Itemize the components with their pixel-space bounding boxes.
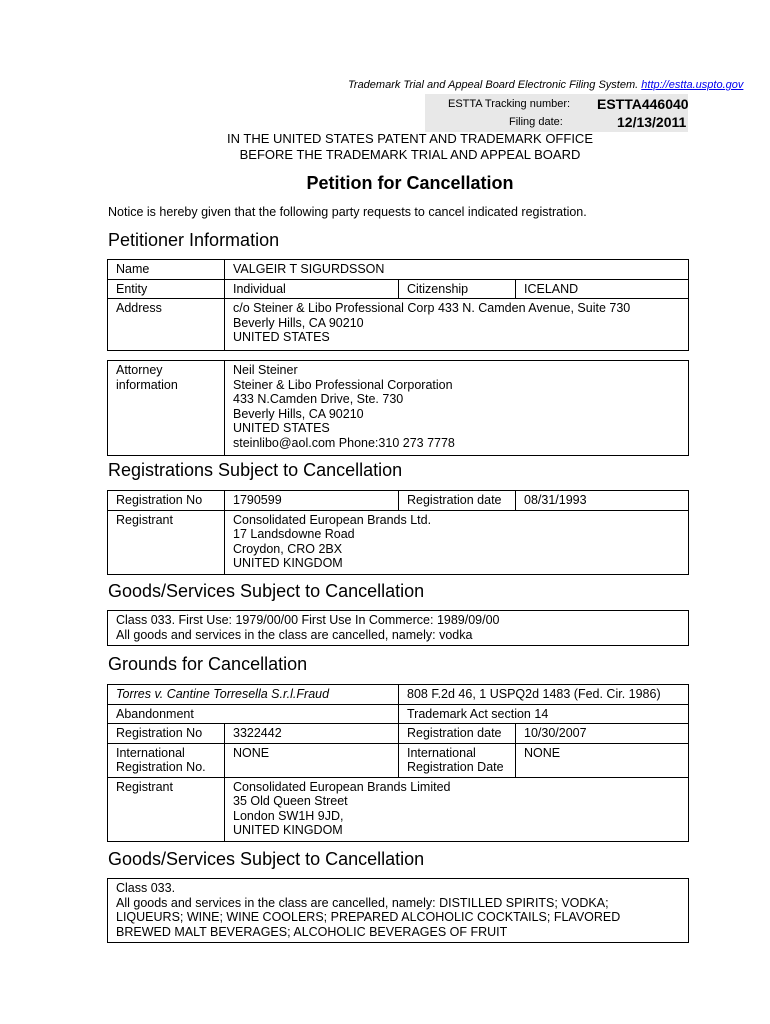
goods-heading-2: Goods/Services Subject to Cancellation	[108, 849, 425, 869]
address-label: Address	[108, 299, 225, 351]
attorney-label-line: information	[116, 377, 178, 392]
entity-value: Individual	[225, 279, 399, 299]
registrant-line: Consolidated European Brands Ltd.	[233, 512, 432, 527]
address-value	[225, 299, 689, 351]
estta-link[interactable]: http://estta.uspto.gov	[641, 79, 744, 91]
registrant-label: Registrant	[108, 510, 225, 574]
attorney-line: 433 N.Camden Drive, Ste. 730	[233, 392, 404, 406]
grounds-fraud-citation: 808 F.2d 46, 1 USPQ2d 1483 (Fed. Cir. 1986)	[399, 685, 689, 705]
attorney-label	[108, 361, 225, 456]
intl-reg-date-label-line: International	[407, 745, 476, 760]
goods-table-1	[107, 610, 689, 646]
grounds-registrant-line: London SW1H 9JD,	[233, 808, 344, 823]
attorney-line: Steiner & Libo Professional Corporation	[233, 377, 453, 392]
filing-date-box	[425, 112, 688, 132]
intl-reg-date-value: NONE	[516, 743, 689, 777]
goods-line: All goods and services in the class are cancelled, namely: vodka	[116, 627, 473, 642]
intl-reg-date-label	[399, 743, 516, 777]
office-line-2: BEFORE THE TRADEMARK TRIAL AND APPEAL BOARD	[239, 147, 581, 162]
goods-line: LIQUEURS; WINE; WINE COOLERS; PREPARED ALCOHOLIC COCKTAILS; FLAVORED	[116, 910, 621, 924]
notice-text: Notice is hereby given that the following party requests to cancel indicated registration.	[108, 205, 587, 219]
grounds-reg-no-label: Registration No	[108, 724, 225, 744]
goods-line: BREWED MALT BEVERAGES; ALCOHOLIC BEVERAGES OF FRUIT	[116, 924, 508, 939]
name-label: Name	[108, 260, 225, 280]
attorney-label-line: Attorney	[116, 363, 163, 377]
petitioner-heading: Petitioner Information	[108, 230, 280, 250]
goods-value-1	[108, 611, 689, 646]
registrant-value	[225, 510, 689, 574]
office-line-1: IN THE UNITED STATES PATENT AND TRADEMARK OFFICE	[227, 131, 593, 146]
grounds-reg-date-value: 10/30/2007	[516, 724, 689, 744]
grounds-abandonment-citation: Trademark Act section 14	[399, 704, 689, 724]
entity-label: Entity	[108, 279, 225, 299]
grounds-table	[107, 684, 689, 842]
grounds-fraud-case: Torres v. Cantine Torresella S.r.l.Fraud	[108, 685, 399, 705]
tracking-number-box	[425, 94, 688, 114]
grounds-reg-no-value: 3322442	[225, 724, 399, 744]
goods-line: All goods and services in the class are cancelled, namely: DISTILLED SPIRITS; VODKA;	[116, 895, 609, 910]
grounds-abandonment: Abandonment	[108, 704, 399, 724]
goods-value-2	[108, 879, 689, 943]
goods-heading-1: Goods/Services Subject to Cancellation	[108, 581, 425, 601]
intl-reg-no-label-line: International	[116, 745, 185, 760]
grounds-heading: Grounds for Cancellation	[108, 654, 308, 674]
citizenship-label: Citizenship	[399, 279, 516, 299]
attorney-line: steinlibo@aol.com Phone:310 273 7778	[233, 435, 455, 450]
reg-date-value: 08/31/1993	[516, 491, 689, 511]
filing-date-value: 12/13/2011	[617, 114, 687, 130]
intl-reg-no-label-line: Registration No.	[116, 760, 206, 774]
petitioner-table	[107, 259, 689, 351]
grounds-registrant-line: Consolidated European Brands Limited	[233, 779, 451, 794]
registrations-table	[107, 490, 689, 575]
registrant-line: 17 Landsdowne Road	[233, 527, 355, 541]
attorney-line: Neil Steiner	[233, 363, 298, 377]
attorney-line: Beverly Hills, CA 90210	[233, 406, 364, 421]
reg-no-value: 1790599	[225, 491, 399, 511]
page-title: Petition for Cancellation	[306, 173, 514, 193]
grounds-registrant-label: Registrant	[108, 777, 225, 841]
intl-reg-no-label	[108, 743, 225, 777]
intl-reg-no-value: NONE	[225, 743, 399, 777]
system-line-text: Trademark Trial and Appeal Board Electronic Filing System.	[348, 79, 639, 91]
registrant-line: UNITED KINGDOM	[233, 556, 343, 570]
address-line: UNITED STATES	[233, 330, 330, 344]
goods-line: Class 033. First Use: 1979/00/00 First Use In Commerce: 1989/09/00	[116, 613, 500, 627]
filing-date-label: Filing date:	[509, 116, 563, 128]
tracking-number-label: ESTTA Tracking number:	[448, 98, 571, 110]
tracking-number-value: ESTTA446040	[597, 96, 689, 112]
grounds-registrant-line: 35 Old Queen Street	[233, 794, 348, 808]
address-line: c/o Steiner & Libo Professional Corp 433 N. Camden Avenue, Suite 730	[233, 301, 631, 315]
intl-reg-date-label-line: Registration Date	[407, 760, 504, 774]
attorney-value	[225, 361, 689, 456]
citizenship-value: ICELAND	[516, 279, 689, 299]
name-value: VALGEIR T SIGURDSSON	[225, 260, 689, 280]
estta-system-line	[348, 79, 743, 91]
reg-no-label: Registration No	[108, 491, 225, 511]
goods-line: Class 033.	[116, 881, 176, 895]
grounds-registrant-line: UNITED KINGDOM	[233, 823, 343, 837]
attorney-table	[107, 360, 689, 456]
goods-table-2	[107, 878, 689, 943]
grounds-reg-date-label: Registration date	[399, 724, 516, 744]
reg-date-label: Registration date	[399, 491, 516, 511]
registrant-line: Croydon, CRO 2BX	[233, 541, 343, 556]
grounds-registrant-value	[225, 777, 689, 841]
address-line: Beverly Hills, CA 90210	[233, 315, 364, 330]
registrations-heading: Registrations Subject to Cancellation	[108, 460, 403, 480]
attorney-line: UNITED STATES	[233, 421, 330, 435]
